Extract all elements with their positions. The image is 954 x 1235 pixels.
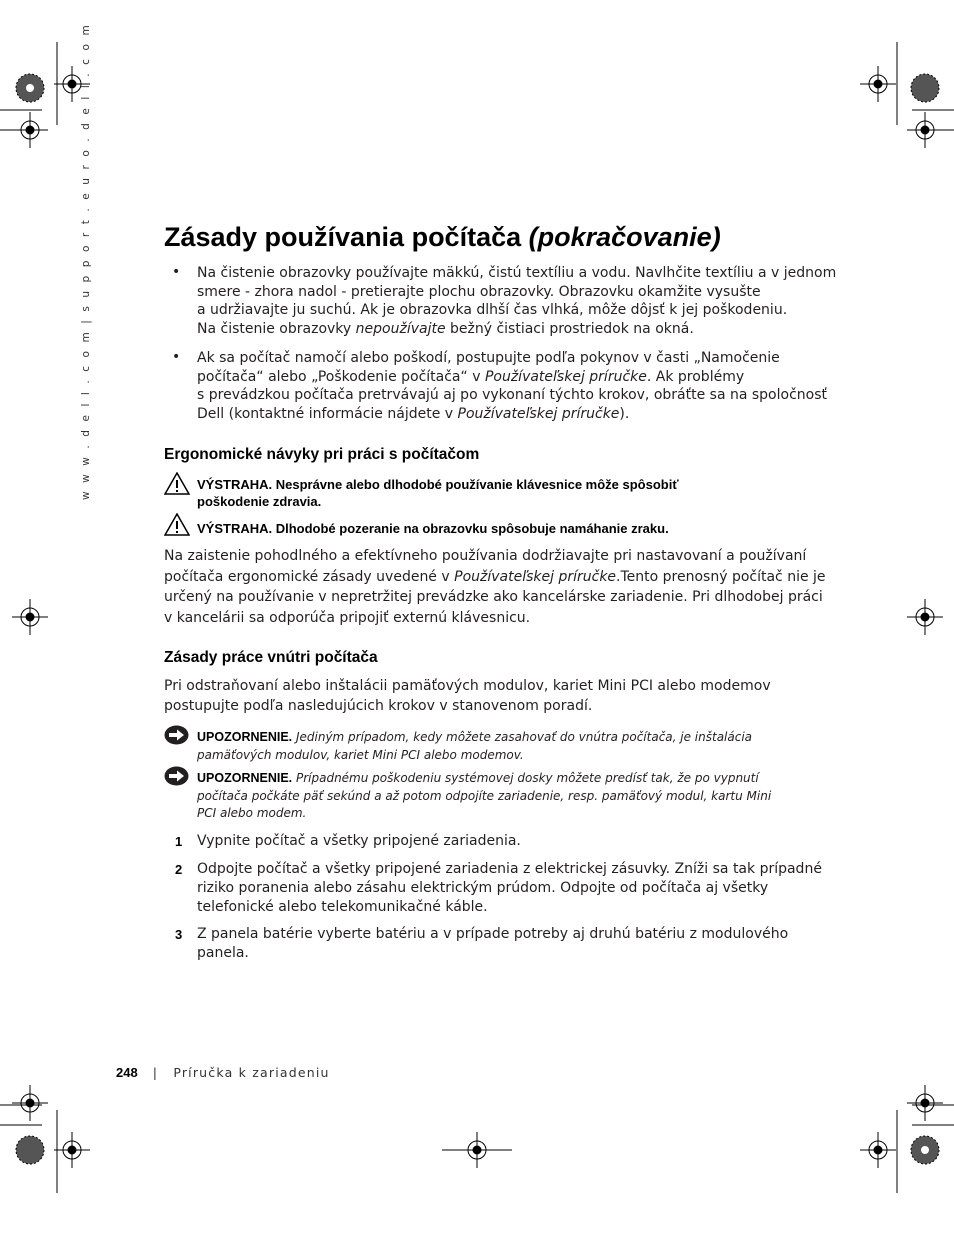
notice-1-label: UPOZORNENIE. bbox=[197, 730, 293, 744]
bullet-2-line-1: Ak sa počítač namočí alebo poškodí, postupujte podľa pokynov v časti „Namočenie bbox=[197, 350, 780, 366]
bullet-2-line-3: s prevádzkou počítača pretrvávajú aj po vykonaní týchto krokov, obráťte sa na spoločnosť bbox=[197, 387, 827, 403]
notice-2-label: UPOZORNENIE. bbox=[197, 771, 293, 785]
bullet-2-line-2: počítača“ alebo „Poškodenie počítača“ v Používateľskej príručke. Ak problémy bbox=[197, 368, 745, 385]
step-1: Vypnite počítač a všetky pripojené zariadenia. bbox=[197, 833, 521, 849]
bullet-2 bbox=[197, 349, 827, 423]
step-1-number: 1 bbox=[175, 834, 183, 849]
side-url: w w w . d e l l . c o m | s u p p o r t . e u r o . d e l l . c o m bbox=[80, 22, 92, 500]
bullet-1-line-3: a udržiavajte ju suchú. Ak je obrazovka dlhší čas vlhká, môže dôjsť k jej poškodeniu. bbox=[197, 302, 788, 318]
page-title-italic: (pokračovanie) bbox=[528, 222, 721, 252]
step-2-number: 2 bbox=[175, 862, 183, 877]
footer-separator: | bbox=[152, 1065, 159, 1080]
book-title: Príručka k zariadeniu bbox=[173, 1065, 330, 1080]
step-2: Odpojte počítač a všetky pripojené zariadenia z elektrickej zásuvky. Zníži sa tak prípadné riziko poranenia alebo zásahu elektrickým prúdom. Odpojte od počítača aj všetky telefonické alebo telekomunikačné káble. bbox=[197, 861, 822, 915]
inside-computer-intro: Pri odstraňovaní alebo inštalácii pamäťových modulov, kariet Mini PCI alebo modemov postupujte podľa nasledujúcich krokov v stanovenom poradí. bbox=[164, 678, 771, 714]
step-3: Z panela batérie vyberte batériu a v prípade potreby aj druhú batériu z modulového panela. bbox=[197, 926, 789, 961]
warning-eyestrain: VÝSTRAHA. Dlhodobé pozeranie na obrazovku spôsobuje namáhanie zraku. bbox=[197, 521, 669, 536]
notice-arrow-icon bbox=[164, 766, 189, 786]
page-title bbox=[164, 222, 721, 253]
page-title-main: Zásady používania počítača bbox=[164, 222, 529, 252]
section-heading-ergonomics: Ergonomické návyky pri práci s počítačom bbox=[164, 446, 480, 463]
bullet-1-line-1: Na čistenie obrazovky používajte mäkkú, čistú textíliu a vodu. Navlhčite textíliu a v jednom bbox=[197, 265, 837, 281]
ergonomics-paragraph: Na zaistenie pohodlného a efektívneho používania dodržiavajte pri nastavovaní a používaní počítača ergonomické zásady uvedené v Používateľskej príručke.Tento prenosný počítač nie je určený na používanie v nepretržitej prevádzke ako kancelárske zariadenie. Pri dlhodobej práci v kancelárii sa odporúča pripojiť externú klávesnicu. bbox=[164, 548, 826, 626]
page-number: 248 bbox=[116, 1065, 138, 1080]
bullet-1-line-2: smere - zhora nadol - pretierajte plochu obrazovky. Obrazovku okamžite vysušte bbox=[197, 283, 761, 300]
bullet-1-line-4: Na čistenie obrazovky nepoužívajte bežný čistiaci prostriedok na okná. bbox=[197, 320, 694, 337]
warning-keyboard: VÝSTRAHA. Nesprávne alebo dlhodobé používanie klávesnice môže spôsobiť poškodenie zdravia. bbox=[197, 477, 679, 509]
notice-arrow-icon bbox=[164, 725, 189, 745]
page-footer bbox=[116, 1062, 330, 1081]
bullet-icon: • bbox=[172, 264, 181, 280]
warning-triangle-icon bbox=[164, 472, 190, 495]
section-heading-inside-computer: Zásady práce vnútri počítača bbox=[164, 649, 378, 666]
step-3-number: 3 bbox=[175, 927, 183, 942]
notice-2: UPOZORNENIE. Prípadnému poškodeniu systémovej dosky môžete predísť tak, že po vypnutí počítača počkáte päť sekúnd a až potom odpojíte zariadenie, resp. pamäťový modul, kartu Mini PCI alebo modem. bbox=[197, 771, 772, 820]
notice-1: UPOZORNENIE. Jediným prípadom, kedy môžete zasahovať do vnútra počítača, je inštalácia pamäťových modulov, kariet Mini PCI alebo modemov. bbox=[197, 730, 753, 762]
warning-triangle-icon bbox=[164, 513, 190, 536]
bullet-2-line-4: Dell (kontaktné informácie nájdete v Používateľskej príručke). bbox=[197, 405, 630, 422]
bullet-1 bbox=[197, 264, 836, 338]
bullet-icon: • bbox=[172, 349, 181, 365]
